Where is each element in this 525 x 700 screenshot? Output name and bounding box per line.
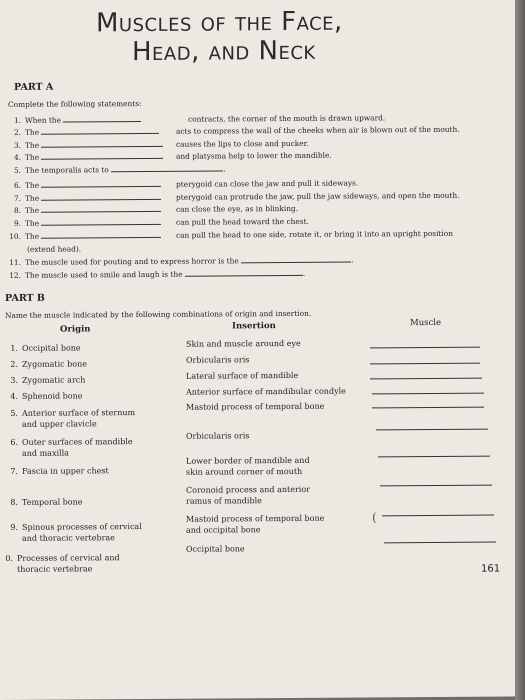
insertion-text: Orbicularis oris — [186, 355, 250, 365]
statement-start: The — [25, 193, 40, 203]
statement-number: 7. — [13, 193, 21, 203]
statement-start: The — [25, 127, 40, 137]
statement-8 — [8, 205, 161, 215]
column-header-origin: Origin — [60, 324, 91, 335]
column-header-insertion: Insertion — [232, 321, 276, 332]
page-edge-shadow — [515, 0, 525, 700]
statement-number: 2. — [13, 127, 21, 137]
row-number: 9. — [10, 522, 18, 532]
row-number: 3. — [10, 375, 18, 385]
statement-1 — [8, 115, 141, 125]
insertion-cell — [186, 513, 324, 536]
statement-end: . — [302, 268, 306, 278]
insertion-text: Skin and muscle around eye — [186, 338, 301, 349]
statement-3-end: causes the lips to close and pucker. — [176, 138, 309, 149]
origin-text: thoracic vertebrae — [17, 564, 93, 574]
muscle-answer-line[interactable] — [370, 378, 482, 380]
muscle-answer-line[interactable] — [372, 407, 484, 409]
statement-9-end: can pull the head toward the chest. — [176, 216, 309, 227]
statement-text: The muscle used for pouting and to express horror is the — [25, 256, 239, 267]
statement-number: 11. — [9, 257, 21, 267]
statement-10-end: can pull the head to one side, rotate it, or bring it into an upright position — [176, 228, 454, 240]
table-row-origin — [5, 375, 85, 385]
statement-start: The — [25, 180, 40, 190]
insertion-text: Lateral surface of mandible — [186, 370, 299, 381]
origin-text: Fascia in upper chest — [22, 466, 109, 476]
statement-2 — [8, 127, 159, 137]
statement-8-end: can close the eye, as in blinking. — [176, 203, 299, 214]
answer-blank[interactable] — [41, 211, 161, 213]
table-row-origin — [5, 521, 142, 544]
statement-7 — [8, 193, 161, 203]
row-number: 7. — [10, 466, 18, 476]
insertion-text: and occipital bone — [186, 525, 261, 535]
answer-blank[interactable] — [185, 275, 303, 277]
origin-text: and upper clavicle — [22, 419, 97, 429]
answer-blank[interactable] — [41, 237, 161, 239]
statement-number: 4. — [13, 152, 21, 162]
statement-number: 5. — [13, 165, 21, 175]
statement-start: The — [25, 218, 40, 228]
insertion-text: Anterior surface of mandibular condyle — [186, 386, 346, 397]
answer-blank[interactable] — [63, 121, 141, 123]
origin-text: and maxilla — [22, 448, 69, 458]
insertion-cell — [186, 455, 310, 478]
insertion-text: Coronoid process and anterior — [186, 484, 310, 495]
table-row-origin — [5, 391, 83, 401]
row-number: 5. — [10, 408, 18, 418]
table-row-origin — [5, 497, 83, 507]
statement-end: . — [351, 255, 354, 265]
origin-text: Spinous processes of cervical — [22, 522, 142, 532]
statement-number: 8. — [13, 205, 21, 215]
insertion-cell — [186, 484, 310, 507]
answer-blank[interactable] — [41, 158, 163, 160]
title-line-1: Muscles of the Face, — [96, 6, 343, 39]
statement-number: 12. — [9, 270, 21, 280]
table-row-origin — [5, 359, 87, 369]
statement-end: . — [223, 164, 226, 174]
part-b-heading: PART B — [5, 292, 45, 304]
muscle-answer-line[interactable] — [382, 515, 494, 517]
statement-4 — [8, 152, 163, 162]
statement-2-end: acts to compress the wall of the cheeks when air is blown out of the mouth. — [176, 124, 460, 136]
statement-5 — [8, 164, 226, 175]
answer-blank[interactable] — [41, 146, 163, 148]
statement-4-end: and platysma help to lower the mandible. — [176, 150, 332, 161]
table-row-origin — [5, 407, 135, 430]
statement-start: The — [25, 140, 40, 150]
statement-number: 9. — [13, 218, 21, 228]
statement-10 — [8, 231, 161, 241]
muscle-answer-line[interactable] — [370, 363, 480, 365]
title-line-2: Head, and Neck — [132, 35, 316, 68]
origin-text: Processes of cervical and — [17, 553, 120, 563]
statement-3 — [8, 140, 163, 150]
row-number: 0. — [5, 553, 13, 563]
statement-start: The — [25, 205, 40, 215]
muscle-answer-line[interactable] — [370, 347, 480, 349]
insertion-text: Mastoid process of temporal bone — [186, 513, 325, 524]
insertion-text: Orbicularis oris — [186, 431, 250, 441]
statement-text: The muscle used to smile and laugh is the — [25, 269, 183, 280]
muscle-answer-line[interactable] — [378, 456, 490, 458]
row-number: 6. — [10, 437, 18, 447]
statement-6 — [8, 180, 161, 190]
table-row-origin — [5, 466, 109, 476]
row-number: 1. — [10, 343, 18, 353]
page-number: 161 — [481, 563, 501, 575]
statement-number: 3. — [13, 140, 21, 150]
insertion-text: Mastoid process of temporal bone — [186, 401, 325, 412]
part-b-instruction: Name the muscle indicated by the following combinations of origin and insertion. — [5, 308, 312, 320]
muscle-answer-line[interactable] — [376, 429, 488, 431]
statement-10-continued: (extend head). — [27, 244, 82, 254]
origin-text: Zygomatic arch — [22, 375, 86, 385]
origin-text: Sphenoid bone — [22, 391, 83, 401]
statement-7-end: pterygoid can protrude the jaw, pull the jaw sideways, and open the mouth. — [176, 190, 460, 202]
table-row-origin — [5, 436, 133, 459]
statement-6-end: pterygoid can close the jaw and pull it sideways. — [176, 178, 359, 189]
part-a-instruction: Complete the following statements: — [8, 99, 142, 109]
origin-text: Zygomatic bone — [22, 359, 87, 369]
row-number: 8. — [10, 497, 18, 507]
insertion-text: Lower border of mandible and — [186, 455, 310, 466]
answer-blank[interactable] — [41, 133, 159, 135]
column-header-muscle: Muscle — [410, 317, 442, 329]
origin-text: Anterior surface of sternum — [22, 408, 136, 418]
statement-start: When the — [25, 115, 61, 125]
table-row-origin — [0, 552, 120, 575]
statement-9 — [8, 218, 161, 228]
statement-start: The — [25, 231, 40, 241]
insertion-text: ramus of mandible — [186, 496, 262, 506]
statement-number: 10. — [9, 231, 21, 241]
row-number: 2. — [10, 359, 18, 369]
table-row-origin — [5, 343, 81, 353]
muscle-answer-line[interactable] — [380, 485, 492, 487]
answer-blank[interactable] — [41, 199, 161, 201]
answer-blank[interactable] — [41, 186, 161, 188]
statement-start: The temporalis acts to — [25, 165, 109, 175]
insertion-text: Occipital bone — [186, 544, 245, 554]
answer-blank[interactable] — [41, 224, 161, 226]
answer-blank[interactable] — [241, 262, 351, 264]
statement-number: 1. — [13, 115, 21, 125]
origin-text: Outer surfaces of mandible — [22, 437, 133, 447]
statement-1-end: contracts, the corner of the mouth is drawn upward. — [188, 113, 386, 124]
muscle-answer-line[interactable] — [372, 393, 484, 395]
statement-11 — [8, 256, 353, 267]
origin-text: and thoracic vertebrae — [22, 533, 115, 543]
statement-number: 6. — [13, 180, 21, 190]
muscle-answer-line[interactable] — [384, 542, 496, 544]
origin-text: Temporal bone — [22, 497, 83, 507]
pencil-mark: ( — [372, 510, 377, 525]
row-number: 4. — [10, 391, 18, 401]
insertion-text: skin around corner of mouth — [186, 466, 303, 477]
answer-blank[interactable] — [111, 170, 223, 172]
origin-text: Occipital bone — [22, 343, 81, 353]
statement-start: The — [25, 152, 40, 162]
statement-12 — [8, 269, 305, 280]
part-a-heading: PART A — [14, 81, 54, 93]
